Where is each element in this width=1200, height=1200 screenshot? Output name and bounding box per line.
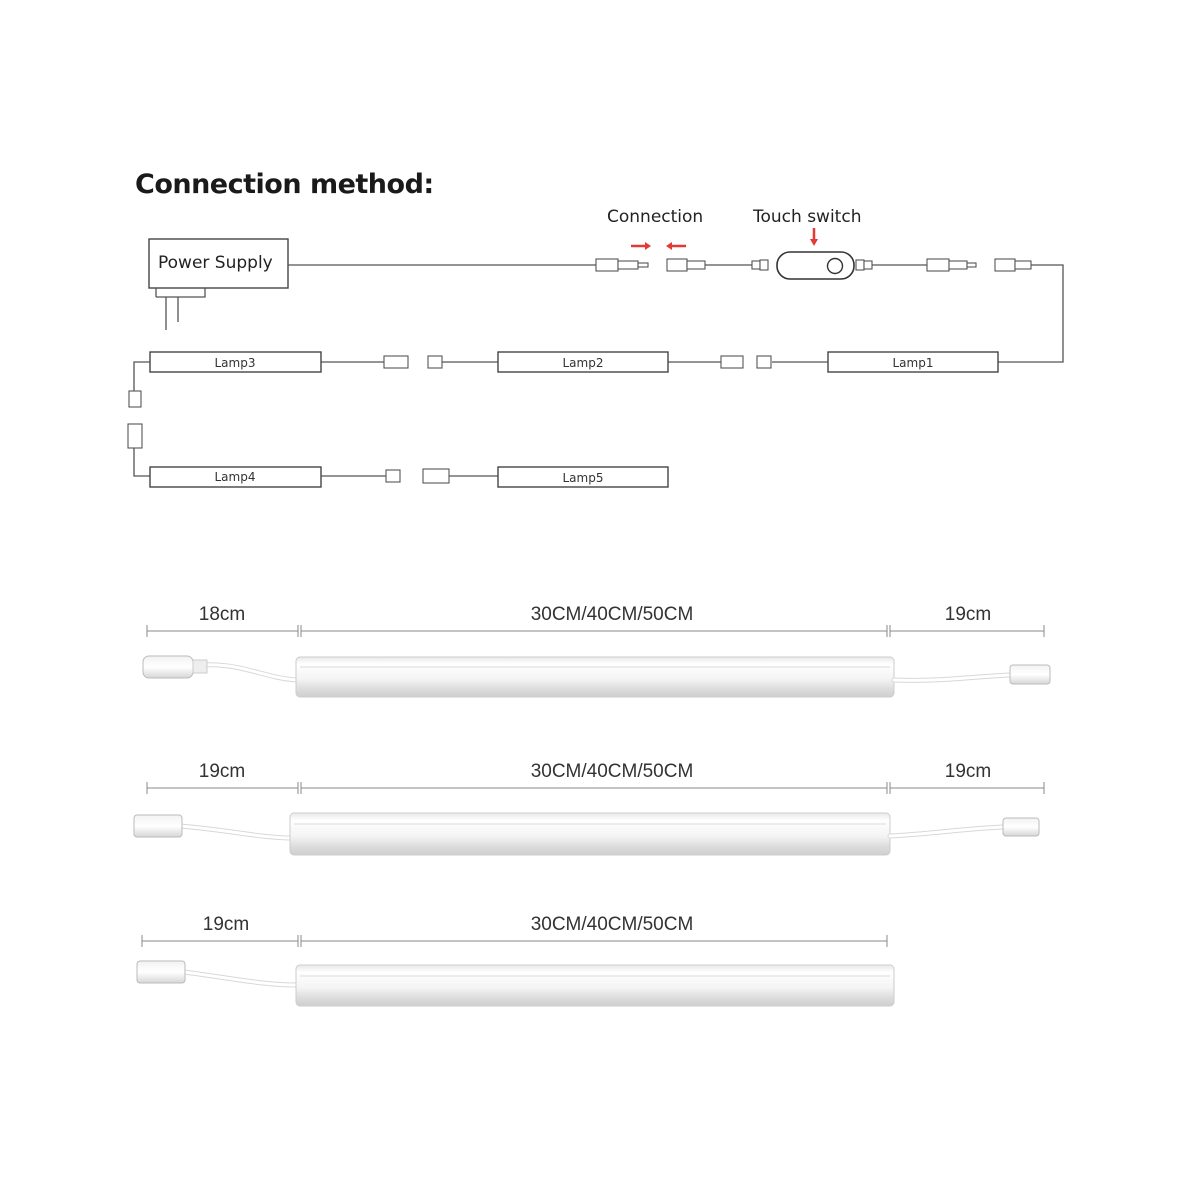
wiring-diagram: [128, 207, 1063, 487]
lamp-connector-icon: [386, 469, 449, 483]
lamp-plug-icon: [1010, 665, 1050, 684]
connection-label: Connection: [607, 207, 704, 227]
dim-right-1: 19cm: [944, 604, 992, 625]
lamp-plug-icon: [134, 815, 182, 837]
arrow-right-icon: [631, 242, 651, 250]
section-title: Connection method:: [135, 169, 434, 200]
dim-left-1: 18cm: [198, 604, 246, 625]
dim-left-2: 19cm: [198, 761, 246, 782]
touch-switch-label: Touch switch: [753, 207, 862, 227]
lamp-connector-icon: [721, 356, 771, 368]
dim-right-2: 19cm: [944, 761, 992, 782]
led-bar-3: [296, 965, 894, 1006]
lamp-connector-icon: [384, 356, 442, 368]
lamp5-label: Lamp5: [562, 471, 604, 485]
power-supply-label: Power Supply: [158, 253, 273, 273]
lamp3-label: Lamp3: [214, 356, 256, 370]
product-variant-2: [134, 761, 1044, 855]
lamp2-label: Lamp2: [562, 356, 604, 370]
touch-switch-icon: [752, 252, 872, 279]
dim-left-3: 19cm: [202, 914, 250, 935]
dim-middle-1: 30CM/40CM/50CM: [530, 604, 694, 625]
wire-to-lamp1: [998, 265, 1063, 362]
lamp-plug-icon: [1003, 818, 1039, 836]
lamp4-label: Lamp4: [214, 470, 256, 484]
dc-female-plug-2-icon: [995, 259, 1031, 271]
arrow-down-icon: [810, 228, 818, 246]
arrow-left-icon: [666, 242, 686, 250]
product-variant-3: [137, 914, 894, 1006]
product-variant-1: [143, 604, 1050, 697]
dim-middle-2: 30CM/40CM/50CM: [530, 761, 694, 782]
dc-jack-icon: [143, 656, 193, 678]
led-bar-1: [296, 657, 894, 697]
dc-male-plug-icon: [596, 259, 648, 271]
led-bar-2: [290, 813, 890, 855]
dim-middle-3: 30CM/40CM/50CM: [530, 914, 694, 935]
dc-female-plug-icon: [667, 259, 705, 271]
lamp-connector-icon: [128, 391, 142, 448]
power-plug-icon: [156, 288, 205, 330]
lamp1-label: Lamp1: [892, 356, 934, 370]
lamp-plug-icon: [137, 961, 185, 983]
power-supply: [149, 239, 288, 330]
dc-male-plug-2-icon: [927, 259, 976, 271]
